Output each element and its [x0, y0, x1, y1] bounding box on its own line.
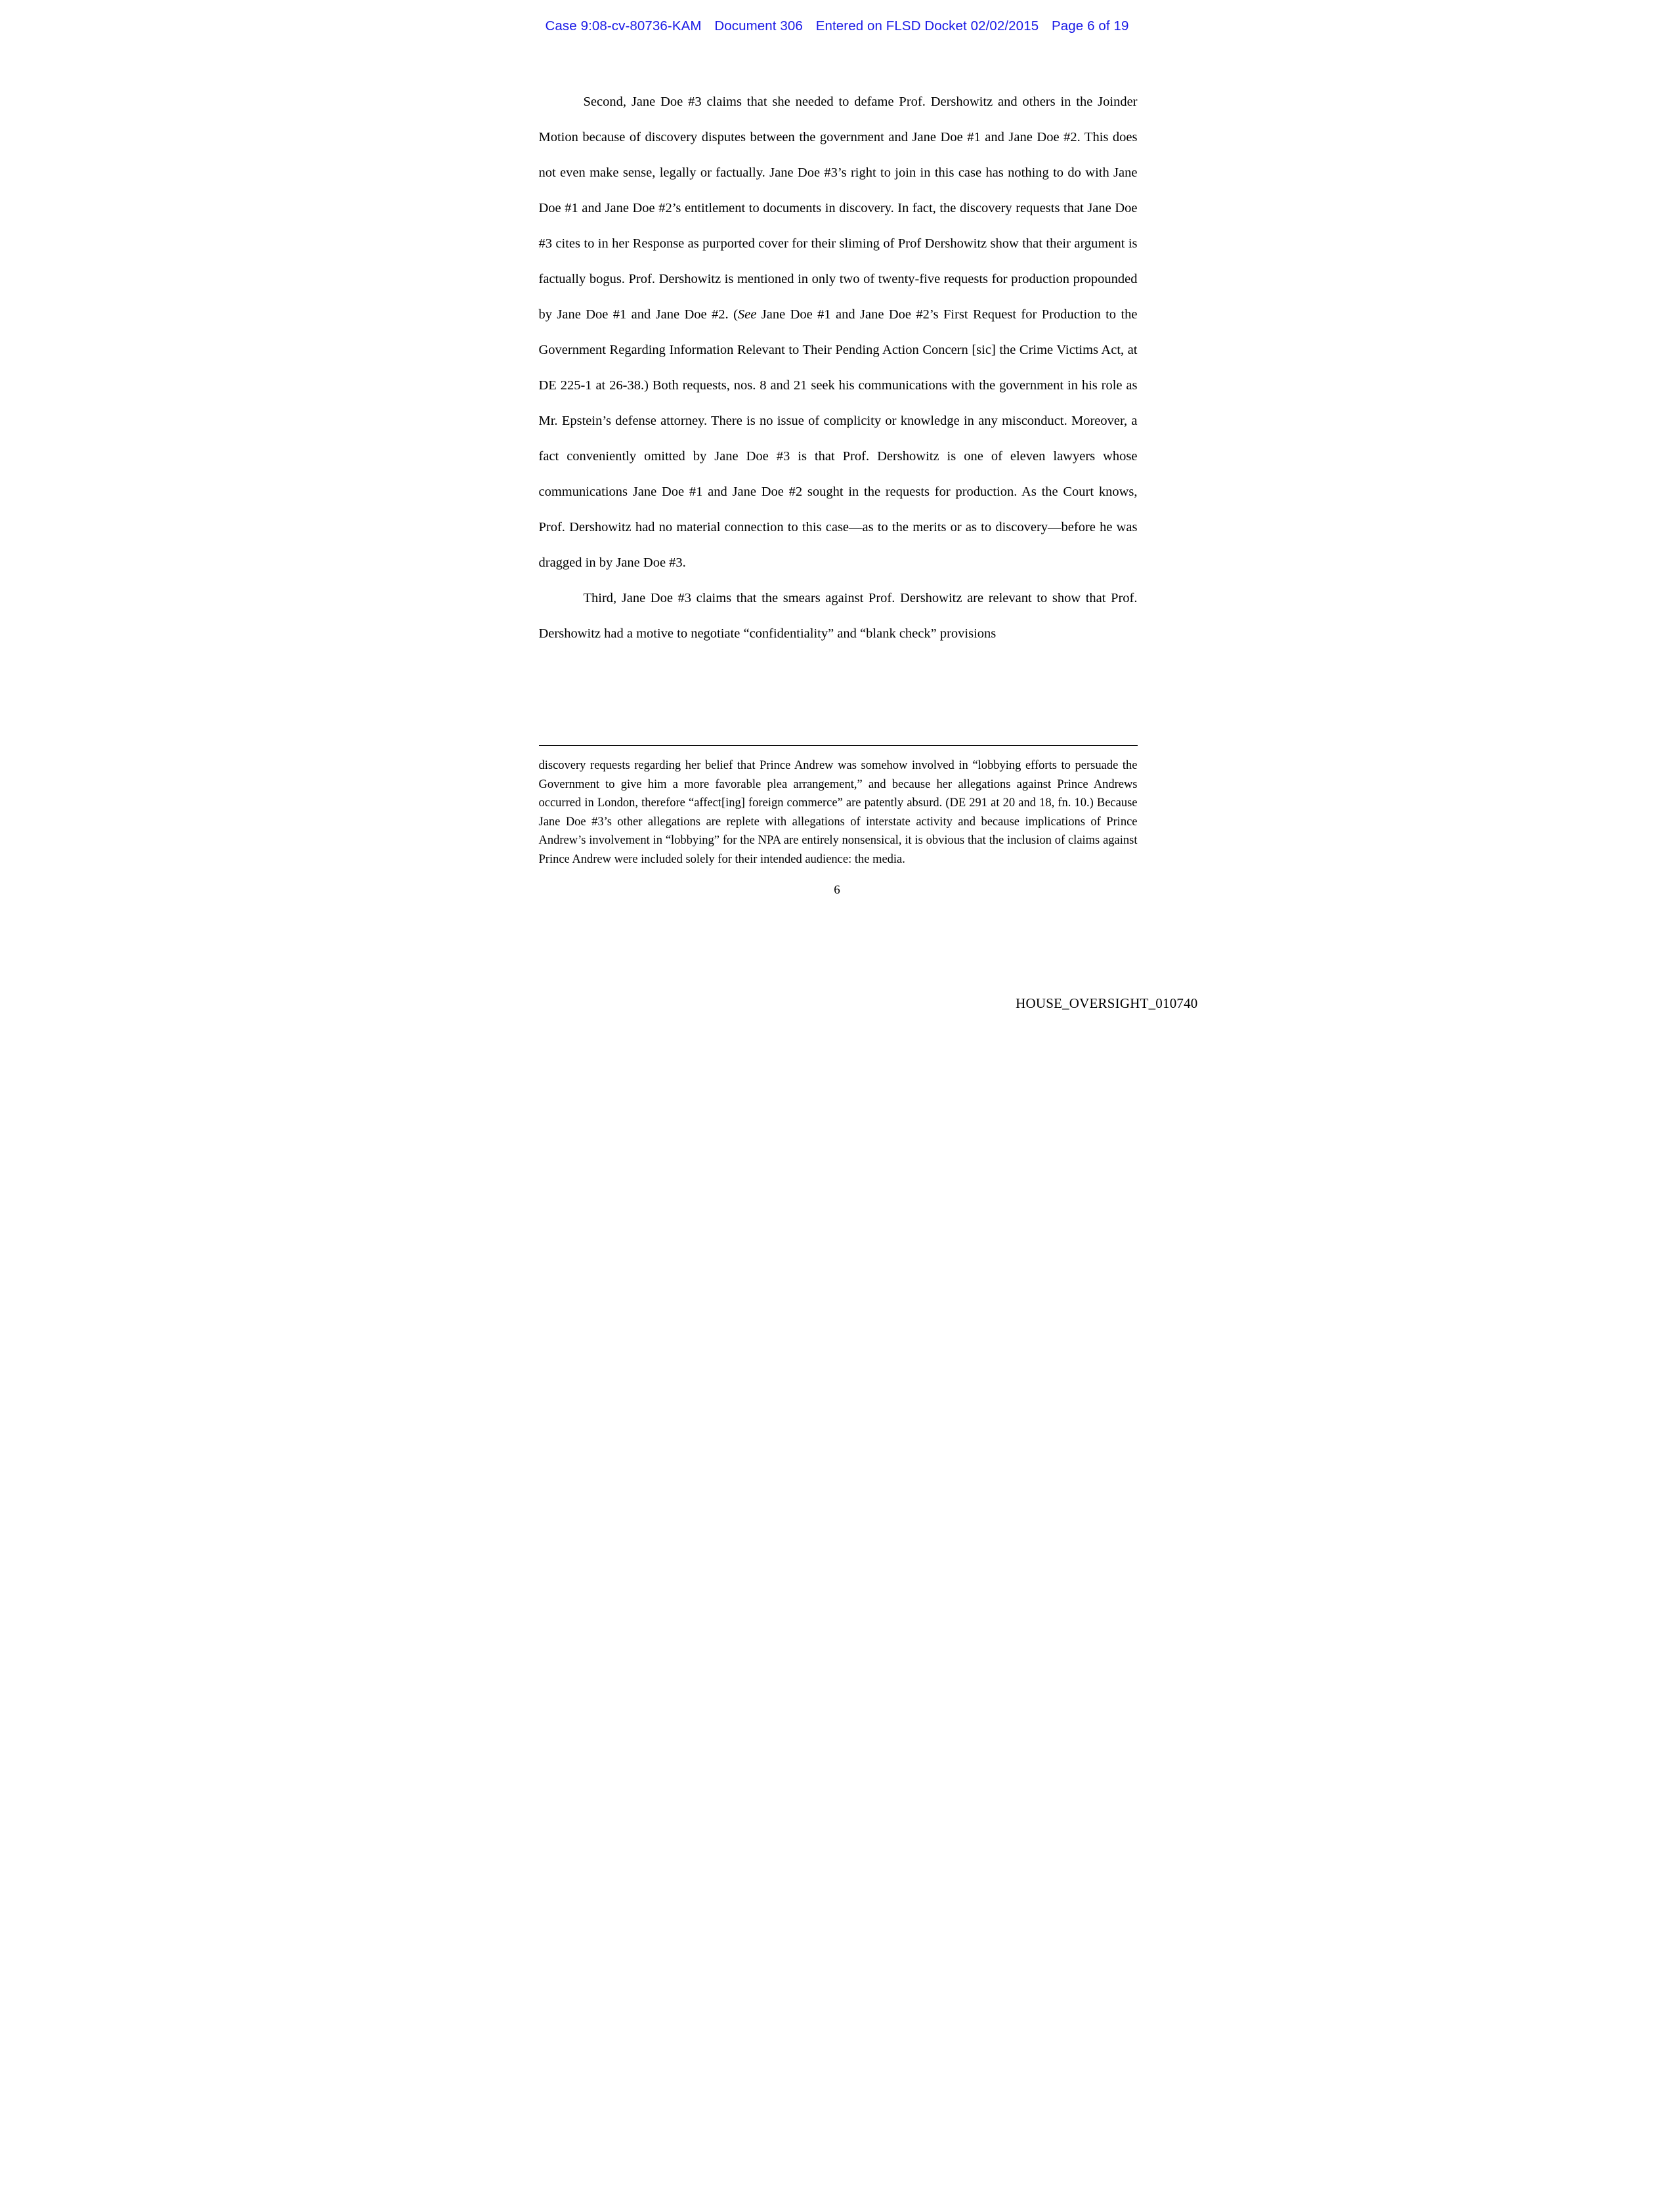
footnote-block [539, 745, 1138, 869]
page-number: 6 [834, 883, 840, 897]
docket-header [449, 18, 1226, 34]
bates-stamp: HOUSE_OVERSIGHT_010740 [1016, 995, 1198, 1011]
docket-entered-date: Entered on FLSD Docket 02/02/2015 [815, 18, 1039, 33]
footnote-separator-rule [539, 745, 1138, 746]
paragraph-second-part-1: Second, Jane Doe #3 claims that she needed to defame Prof. Dershowitz and others in the Joinder Motion because of discovery disputes between the government and Jane Doe #1 and Jane Doe #2. This does not even make sense, legally or factually. Jane Doe #3’s right to join in this case has nothing to do with Jane Doe #1 and Jane Doe #2’s entitlement to documents in discovery. In fact, the discovery requests that Jane Doe #3 cites to in her Response as purported cover for their sliming of Prof Dershowitz show that their argument is factually bogus. Prof. Dershowitz is mentioned in only two of twenty-five requests for production propounded by Jane Doe #1 and Jane Doe #2. ( [538, 95, 1138, 322]
document-body [539, 84, 1138, 651]
paragraph-second-part-2: Jane Doe #1 and Jane Doe #2’s First Request for Production to the Government Regarding Information Relevant to Their Pending Action Concern [sic] the Crime Victims Act, at DE 225-1 at 26-38.) Both requests, nos. 8 and 21 seek his communications with the government in his role as Mr. Epstein’s defense attorney. There is no issue of complicity or knowledge in any misconduct. Moreover, a fact conveniently omitted by Jane Doe #3 is that Prof. Dershowitz is one of eleven lawyers whose communications Jane Doe #1 and Jane Doe #2 sought in the requests for production. As the Court knows, Prof. Dershowitz had no material connection to this case—as to the merits or as to discovery—before he was dragged in by Jane Doe #3. [538, 307, 1138, 570]
docket-case-number: Case 9:08-cv-80736-KAM [545, 18, 702, 33]
docket-page-indicator: Page 6 of 19 [1052, 18, 1129, 33]
footnote-text: discovery requests regarding her belief that Prince Andrew was somehow involved in “lobbying efforts to persuade the Government to give him a more favorable plea arrangement,” and because her allegations against Prince Andrews occurred in London, therefore “affect[ing] foreign commerce” are patently absurd. (DE 291 at 20 and 18, fn. 10.) Because Jane Doe #3’s other allegations are replete with allegations of interstate activity and because implications of Prince Andrew’s involvement in “lobbying” for the NPA are entirely nonsensical, it is obvious that the inclusion of claims against Prince Andrew were included solely for their intended audience: the media. [538, 759, 1138, 866]
citation-signal-see: See [737, 307, 757, 322]
document-page [449, 0, 1226, 1026]
body-paragraph-third: Third, Jane Doe #3 claims that the smears against Prof. Dershowitz are relevant to show that Prof. Dershowitz had a motive to negotiate “confidentiality” and “blank check” provisions [538, 591, 1138, 641]
docket-document-number: Document 306 [714, 18, 803, 33]
body-paragraph-second [539, 84, 1138, 580]
